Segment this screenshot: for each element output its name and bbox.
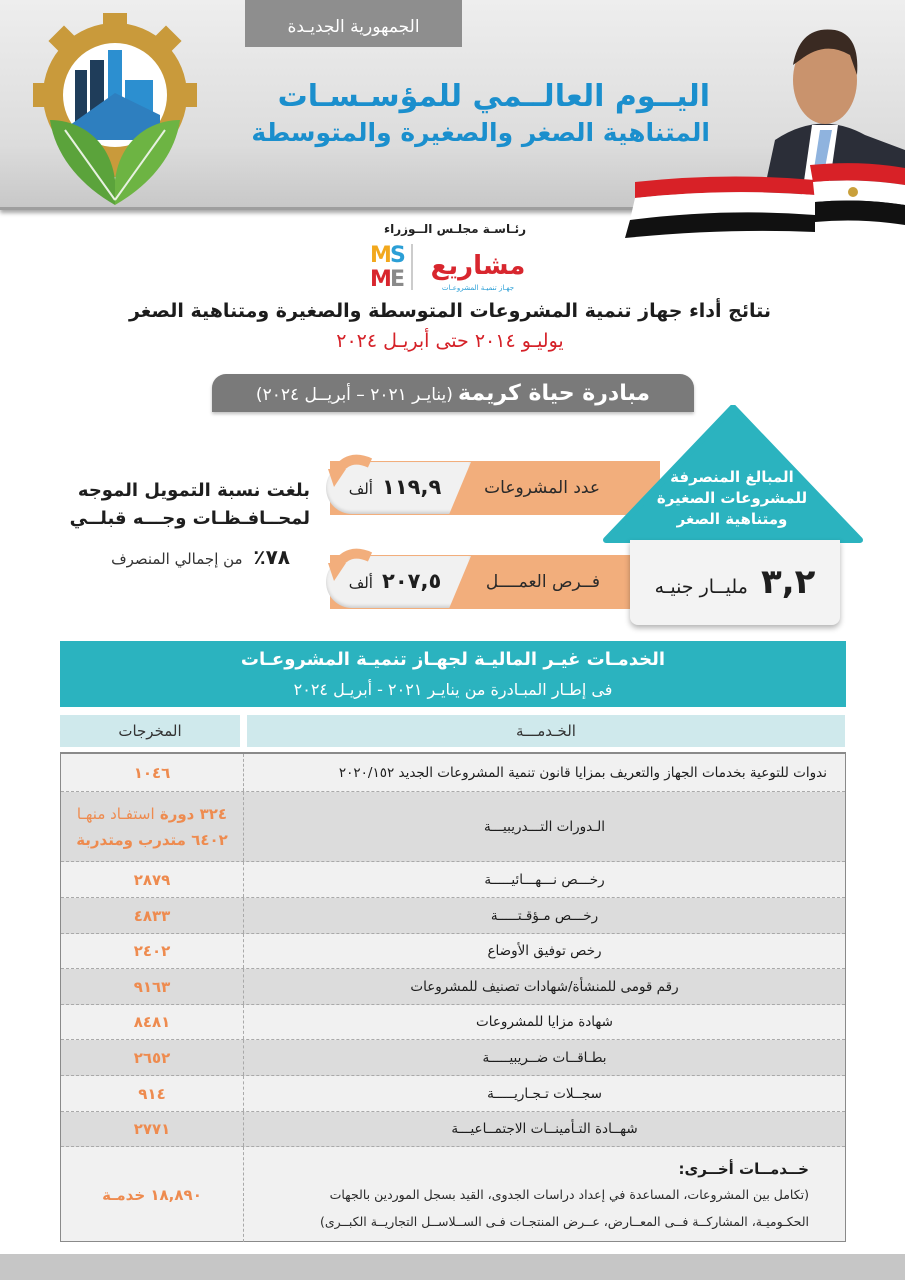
output-cell: ١٨,٨٩٠ خدمـة	[102, 1185, 202, 1204]
funding-note-line2: لمحــافـظـات وجـــه قبلــي	[69, 508, 310, 529]
funding-percent-value: ٧٨٪	[253, 545, 290, 569]
table-row-other	[61, 1147, 845, 1242]
disbursed-label-line2: للمشروعات الصغيرة	[656, 489, 808, 507]
service-cell: رخص توفيق الأوضاع	[243, 934, 845, 968]
disbursed-unit: مليــار جنيـه	[654, 576, 748, 598]
output-cell: ٩١٦٣	[133, 977, 171, 996]
msme-logo-arabic: مشاريع	[430, 251, 526, 281]
service-cell: رقم قومى للمنشأة/شهادات تصنيف للمشروعات	[243, 969, 845, 1004]
service-cell: الـدورات التـــدريبيـــة	[243, 792, 845, 861]
table-row	[61, 754, 845, 792]
other-services-line2: الحكـوميـة، المشاركــة فــى المعــارض، عــرض المنتجـات فـى الســلاســل التجاريــة الكبــرى)	[319, 1214, 809, 1229]
disbursed-value: ٣,٢	[760, 562, 816, 602]
report-title: نتائج أداء جهاز تنمية المشروعات المتوسطة والصغيرة ومتناهية الصغر	[128, 300, 772, 322]
service-cell: رخـــص مـؤقـتـــــة	[243, 898, 845, 933]
other-services-title: خــدمــات أخــرى:	[678, 1160, 809, 1178]
table-row	[61, 969, 845, 1005]
service-cell	[243, 1147, 845, 1242]
stat-jobs	[330, 555, 660, 609]
stat-number: ١١٩,٩	[382, 475, 442, 499]
output-cell: ٩١٤	[138, 1084, 166, 1103]
table-row	[61, 1040, 845, 1076]
services-table	[60, 752, 846, 1242]
svg-text:M: M	[370, 243, 392, 268]
output-cell: ٨٤٨١	[133, 1013, 171, 1031]
other-services	[244, 1147, 827, 1235]
stat-label: عدد المشروعات	[484, 478, 600, 498]
msme-logo-tagline: جهـاز تنميـة المشروعـات	[441, 284, 515, 292]
service-cell: رخـــص نـــهـــائيـــــة	[243, 862, 845, 897]
svg-text:M: M	[370, 267, 392, 292]
table-row	[61, 934, 845, 969]
output-cell: ٢٧٧١	[133, 1120, 171, 1138]
curved-arrow-icon	[328, 545, 378, 585]
svg-text:E: E	[390, 267, 406, 292]
banner-title-line1: اليــوم العالــمي للمؤسـسـات	[277, 79, 710, 114]
output-cell: ٢٦٥٢	[133, 1048, 171, 1067]
table-row	[61, 898, 845, 934]
curved-arrow-icon	[328, 451, 378, 491]
stat-unit: ألف	[348, 480, 373, 498]
service-cell: شهادة مزايا للمشروعات	[243, 1005, 845, 1039]
disbursed-label-line3: ومتناهية الصغر	[676, 510, 788, 528]
svg-text:S: S	[390, 243, 406, 268]
table-row	[61, 1076, 845, 1112]
output-courses: ٣٢٤ دورة	[159, 804, 228, 823]
funding-percent-label: من إجمالي المنصرف	[111, 550, 243, 568]
service-cell: سجــلات تـجـاريـــــة	[243, 1076, 845, 1111]
output-trainees: ٦٤٠٢ متدرب ومتدربة	[76, 830, 228, 849]
egypt-flag	[625, 160, 905, 245]
column-header-output: المخرجات	[60, 715, 240, 747]
stat-label: فــرص العمــــل	[485, 572, 600, 592]
column-header-service: الخـدمـــة	[247, 715, 845, 747]
initiative-range: (ينايـر ٢٠٢١ – أبريــل ٢٠٢٤)	[255, 385, 453, 405]
services-subtitle: فى إطـار المبـادرة من ينايـر ٢٠٢١ - أبريـل ٢٠٢٤	[293, 680, 613, 699]
stat-number: ٢٠٧,٥	[382, 569, 442, 593]
cabinet-label: رئـاسـة مجلـس الــوزراء	[383, 222, 526, 236]
output-cell: ٢٨٧٩	[133, 870, 171, 889]
service-cell: ندوات للتوعية بخدمات الجهاز والتعريف بمزايا قانون تنمية المشروعات الجديد ٢٠٢٠/١٥٢	[243, 754, 845, 791]
report-period: يوليـو ٢٠١٤ حتى أبريـل ٢٠٢٤	[336, 330, 564, 352]
output-cell: ٢٤٠٢	[133, 942, 171, 960]
output-cell: ١٠٤٦	[133, 763, 171, 782]
output-benefited: استفـاد منهـا	[76, 804, 155, 823]
table-row	[61, 1112, 845, 1147]
msme-day-logo	[20, 5, 210, 210]
table-row	[61, 862, 845, 898]
msme-logo	[368, 238, 540, 294]
eagle-emblem-icon	[848, 187, 858, 197]
banner-title	[235, 78, 710, 150]
initiative-name: مبادرة حياة كريمة	[458, 381, 651, 406]
output-cell	[61, 792, 243, 861]
services-header	[60, 641, 846, 707]
banner-title-line2: المتناهية الصغر والصغيرة والمتوسطة	[251, 118, 710, 147]
disbursed-amount	[630, 540, 840, 625]
funding-note	[40, 477, 310, 533]
service-cell: بطـاقــات ضــريبيـــــة	[243, 1040, 845, 1075]
other-services-line1: (تكامل بين المشروعات، المساعدة في إعداد دراسات الجدوى، القيد بسجل الموردين بالجهات	[329, 1187, 809, 1202]
table-row	[61, 1005, 845, 1040]
disbursed-label	[642, 467, 822, 530]
funding-note-line1: بلغت نسبة التمويل الموجه	[77, 480, 310, 501]
output-cell: ٤٨٣٣	[133, 906, 171, 925]
stat-unit: ألف	[348, 574, 373, 592]
funding-percent	[40, 545, 290, 569]
services-title: الخدمـات غيـر الماليـة لجهـاز تنميـة المشروعـات	[240, 649, 666, 670]
disbursed-label-line1: المبالغ المنصرفة	[670, 468, 794, 486]
new-republic-tag: الجمهورية الجديـدة	[245, 0, 462, 47]
service-cell: شهــادة التـأمينــات الاجتمــاعيـــة	[243, 1112, 845, 1146]
footer-bar	[0, 1254, 905, 1280]
table-row	[61, 792, 845, 862]
